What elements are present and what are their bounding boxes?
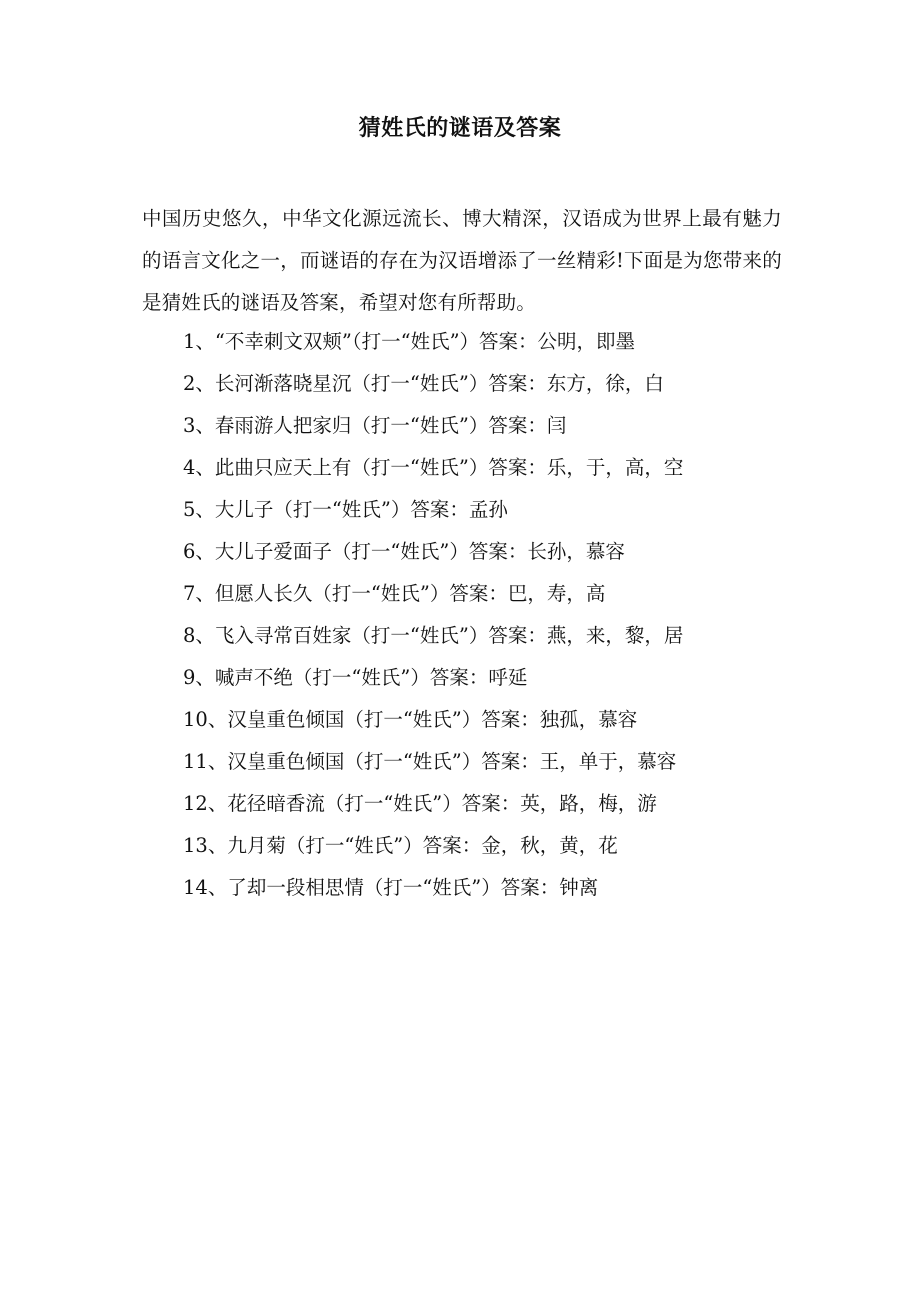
riddle-item: 3、春雨游人把家归（打一“姓氏”）答案：闫 (183, 414, 567, 437)
riddle-item: 9、喊声不绝（打一“姓氏”）答案：呼延 (183, 666, 528, 689)
riddle-item: 4、此曲只应天上有（打一“姓氏”）答案：乐，于，高，空 (183, 456, 684, 479)
riddle-item: 5、大儿子（打一“姓氏”）答案：孟孙 (183, 498, 508, 521)
riddle-item: 11、汉皇重色倾国（打一“姓氏”）答案：王，单于，慕容 (183, 750, 677, 773)
intro-paragraph: 中国历史悠久，中华文化源远流长、博大精深，汉语成为世界上最有魅力的语言文化之一，而谜语的存在为汉语增添了一丝精彩!下面是为您带来的是猜姓氏的谜语及答案，希望对您有所帮助。 (142, 207, 782, 314)
riddle-item: 7、但愿人长久（打一“姓氏”）答案：巴，寿，高 (183, 582, 606, 605)
riddle-item: 1、“不幸刺文双颊”（打一“姓氏”）答案：公明，即墨 (183, 330, 636, 353)
riddle-item: 12、花径暗香流（打一“姓氏”）答案：英，路，梅，游 (183, 792, 657, 815)
riddle-item: 14、了却一段相思情（打一“姓氏”）答案：钟离 (183, 876, 599, 899)
riddle-list (183, 321, 683, 909)
riddle-item: 13、九月菊（打一“姓氏”）答案：金，秋，黄，花 (183, 834, 618, 857)
riddle-item: 2、长河渐落晓星沉（打一“姓氏”）答案：东方，徐，白 (183, 372, 664, 395)
riddle-item: 6、大儿子爱面子（打一“姓氏”）答案：长孙，慕容 (183, 540, 625, 563)
document-title: 猜姓氏的谜语及答案 (358, 115, 562, 141)
riddle-item: 8、飞入寻常百姓家（打一“姓氏”）答案：燕，来，黎，居 (183, 624, 684, 647)
riddle-item: 10、汉皇重色倾国（打一“姓氏”）答案：独孤，慕容 (183, 708, 638, 731)
